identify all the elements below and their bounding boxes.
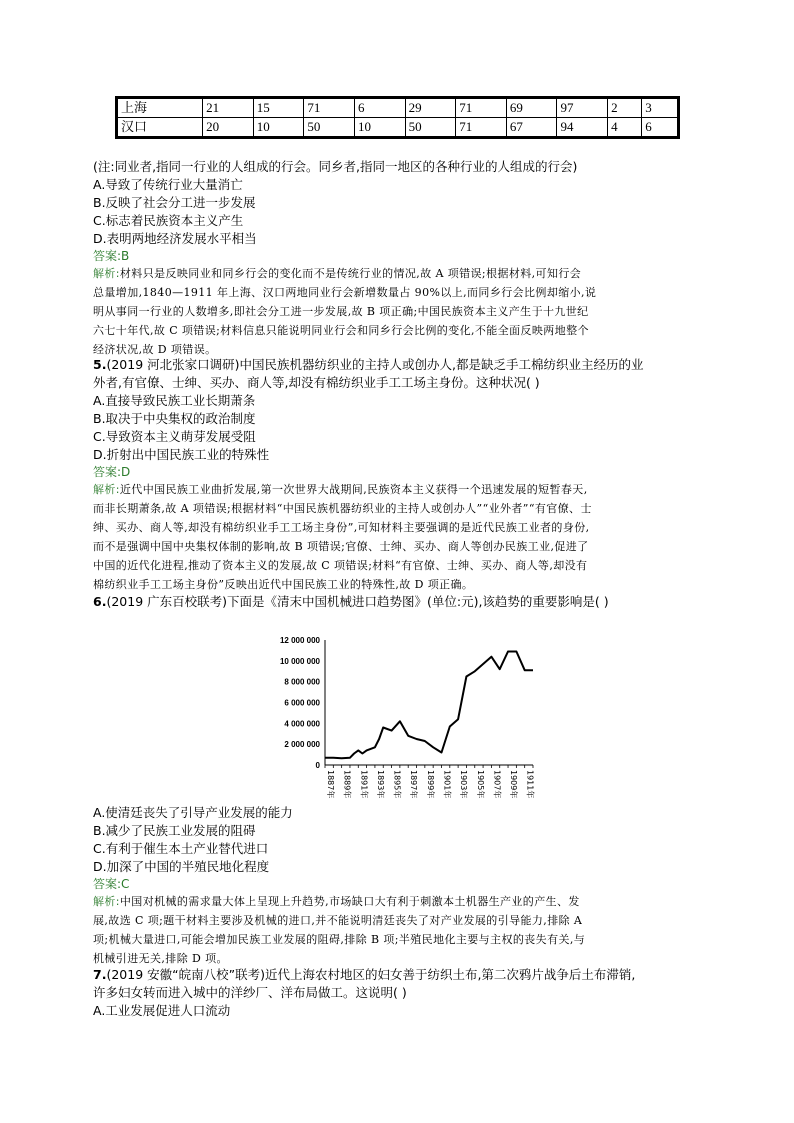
y-tick-label: 6 000 000 <box>284 698 320 708</box>
q6-exp-3: 项;机械大量进口,可能会增加民族工业发展的阻碍,排除 B 项;半殖民地化主要与主权的丧失有关,与 <box>93 933 586 946</box>
q4-exp-3: 明从事同一行业的人数增多,即社会分工进一步发展,故 B 项正确;中国民族资本主义产生于十九世纪 <box>93 305 589 318</box>
q5-option-c: C.导致资本主义萌芽发展受阻 <box>93 429 256 444</box>
x-tick-label: 1911年 <box>525 770 535 799</box>
q6-exp-label: 解析: <box>93 895 120 908</box>
q5-exp-5: 中国的近代化进程,推动了资本主义的发展,故 C 项错误;材料“有官僚、士绅、买办、商人等,却没有 <box>93 559 588 572</box>
table-row-label: 汉口 <box>117 118 203 138</box>
table-cell: 67 <box>506 118 557 138</box>
x-tick-label: 1887年 <box>326 770 335 799</box>
table-cell: 6 <box>642 118 679 138</box>
q6-block <box>93 804 703 968</box>
q4-exp-4: 六七十年代,故 C 项错误;材料信息只能说明同业行会和同乡行会比例的变化,不能全面反映两地整个 <box>93 324 589 337</box>
y-tick-label: 10 000 000 <box>279 656 320 666</box>
table-cell: 97 <box>557 98 608 118</box>
q7-number: 7. <box>93 967 107 982</box>
y-tick-label: 4 000 000 <box>284 719 320 729</box>
x-tick-label: 1905年 <box>475 770 485 799</box>
q6-option-c: C.有利于催生本土产业替代进口 <box>93 841 269 856</box>
q5-option-a: A.直接导致民族工业长期萧条 <box>93 393 256 408</box>
q6-exp-2: 展,故选 C 项;题干材料主要涉及机械的进口,并不能说明清廷丧失了对产业发展的引导能力,排除 A <box>93 914 583 927</box>
table-row-label: 上海 <box>117 98 203 118</box>
table-cell: 29 <box>405 98 456 118</box>
table-cell: 71 <box>304 98 355 118</box>
q6-option-d: D.加深了中国的半殖民地化程度 <box>93 859 270 874</box>
q6-exp-1: 解析:中国对机械的需求量大体上呈现上升趋势,市场缺口大有利于刺激本土机器生产业的产生、发 <box>93 895 580 908</box>
q4-option-c: C.标志着民族资本主义产生 <box>93 213 244 228</box>
q4-note: (注:同业者,指同一行业的人组成的行会。同乡者,指同一地区的各种行业的人组成的行会) <box>93 159 578 174</box>
q5-exp-label: 解析: <box>93 483 120 496</box>
stats-table <box>115 96 680 139</box>
table-cell: 71 <box>456 118 507 138</box>
q5-option-b: B.取决于中央集权的政治制度 <box>93 411 256 426</box>
table-cell: 15 <box>253 98 304 118</box>
q7-block <box>93 966 703 1020</box>
x-tick-label: 1895年 <box>392 770 402 799</box>
x-tick-label: 1893年 <box>375 770 385 799</box>
x-tick-label: 1897年 <box>409 770 419 799</box>
q7-option-a: A.工业发展促进人口流动 <box>93 1003 231 1018</box>
q7-stem-1: 7.(2019 安徽“皖南八校”联考)近代上海农村地区的妇女善于纺织土布,第二次鸦片战争后土布滞销, <box>93 967 636 982</box>
q5-stem-2: 外者,有官僚、士绅、买办、商人等,却没有棉纺织业手工工场主身份。这种状况( ) <box>93 375 540 390</box>
q5-block <box>93 356 703 594</box>
q4-exp-label: 解析: <box>93 267 120 280</box>
machinery-import-line-chart <box>265 628 555 803</box>
table-row <box>117 98 679 118</box>
q4-option-b: B.反映了社会分工进一步发展 <box>93 195 256 210</box>
x-tick-label: 1909年 <box>509 770 519 799</box>
q4-exp-1: 解析:材料只是反映同业和同乡行会的变化而不是传统行业的情况,故 A 项错误;根据材料,可知行会 <box>93 267 582 280</box>
table-row <box>117 118 679 138</box>
q6-stem-block <box>93 593 703 611</box>
table-cell: 3 <box>642 98 679 118</box>
q4-answer: 答案:B <box>93 249 130 263</box>
table-cell: 21 <box>203 98 254 118</box>
x-tick-label: 1903年 <box>459 770 469 799</box>
q5-exp-2: 而非长期萧条,故 A 项错误;根据材料“中国民族机器纺织业的主持人或创办人”“业外者”“有官僚、士 <box>93 502 592 515</box>
table-cell: 6 <box>354 98 405 118</box>
table-cell: 71 <box>456 98 507 118</box>
q5-stem-1: 5.(2019 河北张家口调研)中国民族机器纺织业的主持人或创办人,都是缺乏手工棉纺织业主经历的业 <box>93 357 644 372</box>
table-cell: 10 <box>354 118 405 138</box>
x-tick-label: 1907年 <box>492 770 502 799</box>
q5-exp-1: 解析:近代中国民族工业曲折发展,第一次世界大战期间,民族资本主义获得一个迅速发展的短暂春天, <box>93 483 588 496</box>
x-tick-label: 1901年 <box>442 770 452 799</box>
x-tick-label: 1889年 <box>342 770 352 799</box>
q4-option-d: D.表明两地经济发展水平相当 <box>93 231 257 246</box>
table-cell: 20 <box>203 118 254 138</box>
q5-answer: 答案:D <box>93 465 131 479</box>
q5-option-d: D.折射出中国民族工业的特殊性 <box>93 447 270 462</box>
y-tick-label: 12 000 000 <box>279 636 320 645</box>
table-cell: 94 <box>557 118 608 138</box>
q4-exp-5: 经济状况,故 D 项错误。 <box>93 343 217 356</box>
table-cell: 50 <box>304 118 355 138</box>
table-cell: 50 <box>405 118 456 138</box>
q5-exp-4: 而不是强调中国中央集权体制的影响,故 B 项错误;官僚、士绅、买办、商人等创办民族工业,促进了 <box>93 540 589 553</box>
series-line <box>325 652 533 759</box>
q4-exp-2: 总量增加,1840—1911 年上海、汉口两地同业行会新增数量占 90%以上,而同乡行会比例却缩小,说 <box>93 286 597 299</box>
q6-number: 6. <box>93 594 107 609</box>
y-tick-label: 2 000 000 <box>284 740 320 750</box>
y-tick-label: 8 000 000 <box>284 677 320 687</box>
q4-block <box>93 158 703 359</box>
table-cell: 10 <box>253 118 304 138</box>
table-cell: 4 <box>608 118 642 138</box>
x-tick-label: 1899年 <box>425 770 435 799</box>
q7-stem-2: 许多妇女转而进入城中的洋纱厂、洋布局做工。这说明( ) <box>93 985 407 1000</box>
q6-exp-4: 机械引进无关,排除 D 项。 <box>93 952 228 965</box>
q6-stem: 6.(2019 广东百校联考)下面是《清末中国机械进口趋势图》(单位:元),该趋势的重要影响是( ) <box>93 594 609 609</box>
q5-exp-3: 绅、买办、商人等,却没有棉纺织业手工工场主身份”,可知材料主要强调的是近代民族工业者的身份, <box>93 521 590 534</box>
q6-answer: 答案:C <box>93 877 130 891</box>
q4-option-a: A.导致了传统行业大量消亡 <box>93 177 243 192</box>
q5-exp-6: 棉纺织业手工工场主身份”反映出近代中国民族工业的特殊性,故 D 项正确。 <box>93 578 474 591</box>
q6-option-b: B.减少了民族工业发展的阻碍 <box>93 823 256 838</box>
table-cell: 69 <box>506 98 557 118</box>
q5-number: 5. <box>93 357 107 372</box>
x-tick-label: 1891年 <box>359 770 369 799</box>
table-cell: 2 <box>608 98 642 118</box>
y-tick-label: 0 <box>315 761 320 770</box>
q6-option-a: A.使清廷丧失了引导产业发展的能力 <box>93 805 293 820</box>
